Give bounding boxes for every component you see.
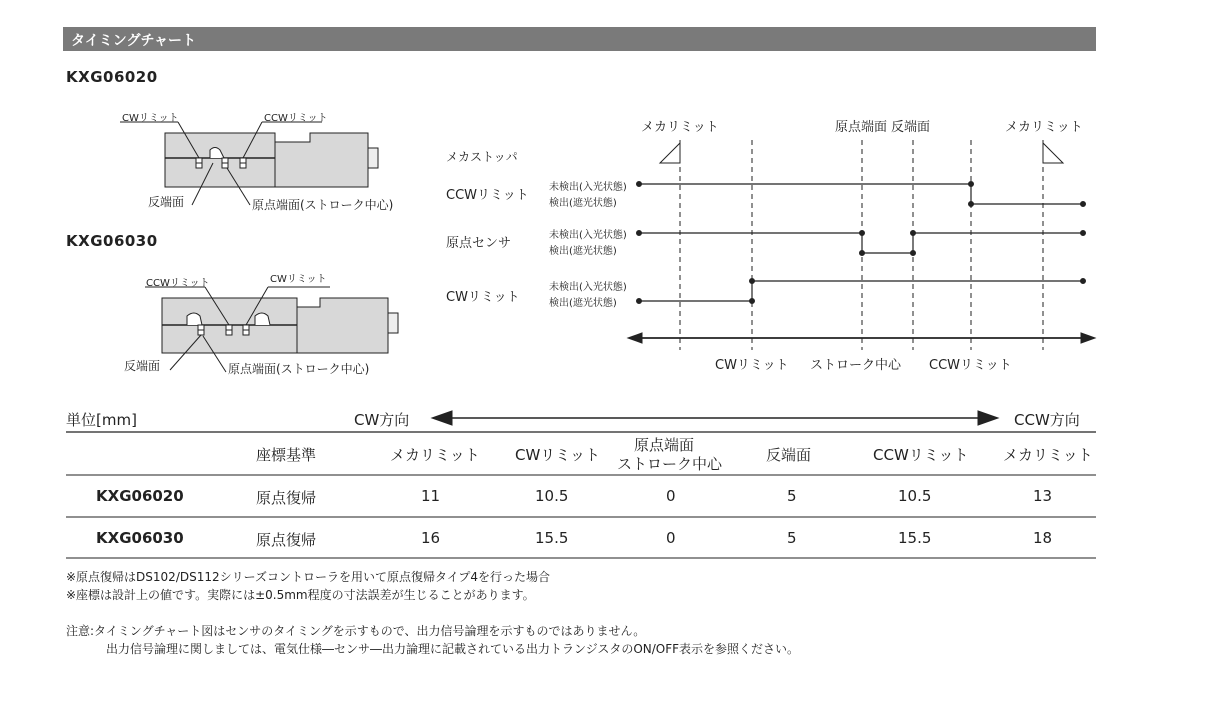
table-header-cw: CWリミット — [515, 446, 601, 464]
table-unit: 単位[mm] — [66, 411, 137, 429]
table-row2-mecha-right: 18 — [1033, 529, 1053, 547]
tc-top-mecha-right: メカリミット — [1005, 120, 1083, 135]
d1-origin-end-label: 原点端面(ストローク中心) — [252, 198, 394, 212]
tc-row-origin: 原点センサ — [446, 236, 512, 251]
tc-bottom-center: ストローク中心 — [810, 358, 902, 373]
table-row2-origin: 0 — [666, 529, 676, 547]
tc-row-ccw: CCWリミット — [446, 188, 529, 203]
note-1: ※原点復帰はDS102/DS112シリーズコントローラを用いて原点復帰タイプ4を行った場合 — [66, 570, 551, 584]
table-row2-ccw: 15.5 — [898, 529, 932, 547]
table-row2-ref: 原点復帰 — [256, 531, 317, 549]
table-lines — [66, 411, 1096, 558]
table-row1-origin: 0 — [666, 487, 676, 505]
tc-row-stopper: メカストッパ — [446, 150, 518, 164]
table-header-ccw: CCWリミット — [873, 446, 969, 464]
timing-chart — [628, 140, 1095, 350]
tc-top-origin: 原点端面 — [835, 120, 888, 135]
d2-cw-limit-label: CWリミット — [270, 274, 327, 285]
tc-bottom-ccw: CCWリミット — [929, 358, 1012, 373]
table-row1-ref: 原点復帰 — [256, 489, 317, 507]
table-row2-model: KXG06030 — [96, 529, 184, 547]
note-4: 出力信号論理に関しましては、電気仕様―センサ―出力論理に記載されている出力トランジスタのON/OFF表示を参照ください。 — [106, 642, 800, 656]
table-row2-opposite: 5 — [787, 529, 797, 547]
table-row1-ccw: 10.5 — [898, 487, 932, 505]
table-row1-mecha-left: 11 — [421, 487, 441, 505]
d1-ccw-limit-label: CCWリミット — [264, 113, 328, 124]
table-row1-mecha-right: 13 — [1033, 487, 1053, 505]
tc-origin-detected: 検出(遮光状態) — [549, 246, 617, 257]
note-2: ※座標は設計上の値です。実際には±0.5mm程度の寸法誤差が生じることがあります。 — [66, 588, 535, 602]
d1-opposite-end-label: 反端面 — [148, 195, 185, 209]
d2-opposite-end-label: 反端面 — [124, 359, 161, 373]
d2-origin-end-label: 原点端面(ストローク中心) — [228, 362, 370, 376]
table-row1-cw: 10.5 — [535, 487, 569, 505]
table-row1-opposite: 5 — [787, 487, 797, 505]
table-header-stroke-center: ストローク中心 — [617, 455, 723, 473]
table-header-ref: 座標基準 — [256, 446, 317, 464]
table-row1-model: KXG06020 — [96, 487, 184, 505]
table-header-opposite: 反端面 — [766, 446, 812, 464]
tc-row-cw: CWリミット — [446, 290, 520, 305]
table-header-mecha-right: メカリミット — [1003, 446, 1093, 464]
tc-top-mecha-left: メカリミット — [641, 120, 719, 135]
d1-cw-limit-label: CWリミット — [122, 113, 179, 124]
table-header-origin-end: 原点端面 — [634, 436, 695, 454]
section-title: タイミングチャート — [71, 33, 197, 49]
table-header-mecha-left: メカリミット — [390, 446, 480, 464]
table-ccw-direction: CCW方向 — [1014, 411, 1080, 429]
tc-top-opposite: 反端面 — [891, 120, 931, 135]
table-cw-direction: CW方向 — [354, 411, 410, 429]
model-title-kxg06030: KXG06030 — [66, 232, 158, 250]
table-row2-cw: 15.5 — [535, 529, 569, 547]
tc-cw-detected: 検出(遮光状態) — [549, 298, 617, 309]
model-title-kxg06020: KXG06020 — [66, 68, 158, 86]
table-row2-mecha-left: 16 — [421, 529, 441, 547]
tc-cw-undetected: 未検出(入光状態) — [549, 282, 627, 293]
tc-ccw-detected: 検出(遮光状態) — [549, 198, 617, 209]
tc-origin-undetected: 未検出(入光状態) — [549, 230, 627, 241]
d2-ccw-limit-label: CCWリミット — [146, 278, 210, 289]
tc-ccw-undetected: 未検出(入光状態) — [549, 182, 627, 193]
tc-bottom-cw: CWリミット — [715, 358, 789, 373]
note-3: 注意:タイミングチャート図はセンサのタイミングを示すもので、出力信号論理を示すものではありません。 — [66, 624, 646, 638]
